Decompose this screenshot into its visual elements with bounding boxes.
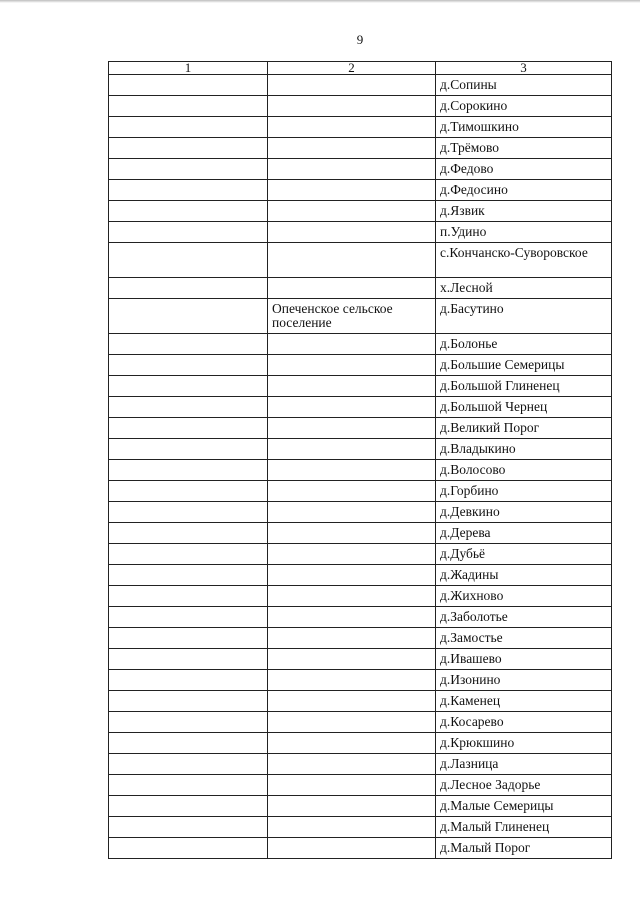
cell-col3: п.Удино: [436, 222, 612, 243]
cell-col3: д.Малые Семерицы: [436, 796, 612, 817]
scan-edge: [0, 0, 640, 3]
cell-col1: [109, 817, 268, 838]
table-row: [109, 355, 612, 376]
cell-col1: [109, 460, 268, 481]
table-row: [109, 754, 612, 775]
table-row: [109, 796, 612, 817]
cell-col3: д.Федосино: [436, 180, 612, 201]
table-row: [109, 628, 612, 649]
cell-col2: [268, 222, 436, 243]
cell-col3: д.Дубьё: [436, 544, 612, 565]
cell-col1: [109, 775, 268, 796]
cell-col3: д.Басутино: [436, 299, 612, 334]
table-row: [109, 439, 612, 460]
cell-col1: [109, 138, 268, 159]
cell-col3: д.Заболотье: [436, 607, 612, 628]
column-header-3: 3: [436, 62, 612, 75]
cell-col3: д.Малый Глиненец: [436, 817, 612, 838]
cell-col3: д.Ивашево: [436, 649, 612, 670]
cell-col1: [109, 544, 268, 565]
cell-col1: [109, 159, 268, 180]
cell-col3: д.Волосово: [436, 460, 612, 481]
cell-col3: д.Большой Глиненец: [436, 376, 612, 397]
table-row: [109, 691, 612, 712]
table-row: [109, 649, 612, 670]
table-row: [109, 138, 612, 159]
table-row: [109, 278, 612, 299]
column-header-2: 2: [268, 62, 436, 75]
cell-col3: д.Лесное Задорье: [436, 775, 612, 796]
cell-col2: [268, 439, 436, 460]
cell-col2: [268, 376, 436, 397]
cell-col3: х.Лесной: [436, 278, 612, 299]
cell-col1: [109, 754, 268, 775]
table-row: [109, 670, 612, 691]
cell-col3: д.Косарево: [436, 712, 612, 733]
cell-col2: [268, 96, 436, 117]
cell-col1: [109, 523, 268, 544]
table-row: [109, 418, 612, 439]
cell-col2: [268, 502, 436, 523]
cell-col2: [268, 138, 436, 159]
cell-col1: [109, 418, 268, 439]
cell-col3: д.Болонье: [436, 334, 612, 355]
cell-col1: [109, 201, 268, 222]
cell-col2: [268, 733, 436, 754]
cell-col1: [109, 75, 268, 96]
cell-col3: д.Сопины: [436, 75, 612, 96]
cell-col2: [268, 523, 436, 544]
cell-col1: [109, 670, 268, 691]
cell-col2: [268, 586, 436, 607]
cell-col1: [109, 607, 268, 628]
table-row: [109, 775, 612, 796]
cell-col1: [109, 838, 268, 859]
cell-col1: [109, 376, 268, 397]
cell-col1: [109, 397, 268, 418]
cell-col2: [268, 712, 436, 733]
cell-col2: [268, 75, 436, 96]
cell-col2: [268, 628, 436, 649]
cell-col1: [109, 502, 268, 523]
cell-col3: д.Трёмово: [436, 138, 612, 159]
cell-col2: [268, 355, 436, 376]
table-row: [109, 75, 612, 96]
cell-col2: Опеченское сельское поселение: [268, 299, 436, 334]
cell-col2: [268, 607, 436, 628]
cell-col2: [268, 418, 436, 439]
table-row: [109, 117, 612, 138]
cell-col3: д.Сорокино: [436, 96, 612, 117]
cell-col3: д.Язвик: [436, 201, 612, 222]
cell-col1: [109, 628, 268, 649]
cell-col2: [268, 565, 436, 586]
cell-col2: [268, 159, 436, 180]
table-row: [109, 222, 612, 243]
cell-col1: [109, 299, 268, 334]
cell-col2: [268, 180, 436, 201]
cell-col1: [109, 278, 268, 299]
cell-col2: [268, 796, 436, 817]
table-row: [109, 586, 612, 607]
table-row: [109, 180, 612, 201]
cell-col3: д.Тимошкино: [436, 117, 612, 138]
cell-col1: [109, 796, 268, 817]
cell-col3: д.Большой Чернец: [436, 397, 612, 418]
cell-col1: [109, 565, 268, 586]
cell-col3: д.Дерева: [436, 523, 612, 544]
cell-col1: [109, 586, 268, 607]
cell-col3: д.Жихново: [436, 586, 612, 607]
cell-col1: [109, 117, 268, 138]
cell-col1: [109, 243, 268, 278]
cell-col2: [268, 334, 436, 355]
cell-col2: [268, 278, 436, 299]
cell-col1: [109, 712, 268, 733]
table-header-row: [109, 62, 612, 75]
page-number: 9: [356, 32, 364, 47]
table-row: [109, 838, 612, 859]
cell-col1: [109, 334, 268, 355]
table-row: [109, 544, 612, 565]
cell-col3: д.Малый Порог: [436, 838, 612, 859]
cell-col3: д.Крюкшино: [436, 733, 612, 754]
cell-col2: [268, 817, 436, 838]
table-row: [109, 565, 612, 586]
cell-col2: [268, 243, 436, 278]
table-row: [109, 712, 612, 733]
table-row: [109, 159, 612, 180]
cell-col1: [109, 691, 268, 712]
cell-col3: д.Изонино: [436, 670, 612, 691]
cell-col2: [268, 754, 436, 775]
cell-col3: д.Горбино: [436, 481, 612, 502]
cell-col3: д.Большие Семерицы: [436, 355, 612, 376]
table-row: [109, 376, 612, 397]
table-row: [109, 460, 612, 481]
cell-col3: д.Каменец: [436, 691, 612, 712]
cell-col3: д.Замостье: [436, 628, 612, 649]
cell-col2: [268, 460, 436, 481]
cell-col2: [268, 117, 436, 138]
cell-col3: д.Жадины: [436, 565, 612, 586]
cell-col2: [268, 775, 436, 796]
cell-col1: [109, 439, 268, 460]
settlements-table: [108, 61, 612, 859]
cell-col3: с.Кончанско-Суворовское: [436, 243, 612, 278]
cell-col3: д.Лазница: [436, 754, 612, 775]
table-row: [109, 243, 612, 278]
column-header-1: 1: [109, 62, 268, 75]
cell-col2: [268, 649, 436, 670]
cell-col3: д.Великий Порог: [436, 418, 612, 439]
table-row: [109, 502, 612, 523]
cell-col2: [268, 838, 436, 859]
table-row: [109, 607, 612, 628]
cell-col1: [109, 355, 268, 376]
cell-col1: [109, 649, 268, 670]
cell-col2: [268, 670, 436, 691]
table-row: [109, 817, 612, 838]
table-row: [109, 299, 612, 334]
table-row: [109, 523, 612, 544]
cell-col3: д.Девкино: [436, 502, 612, 523]
cell-col1: [109, 96, 268, 117]
cell-col2: [268, 397, 436, 418]
table-row: [109, 334, 612, 355]
table-row: [109, 733, 612, 754]
cell-col3: д.Владыкино: [436, 439, 612, 460]
table-row: [109, 201, 612, 222]
cell-col1: [109, 180, 268, 201]
cell-col1: [109, 222, 268, 243]
cell-col2: [268, 201, 436, 222]
cell-col2: [268, 691, 436, 712]
table-row: [109, 481, 612, 502]
cell-col3: д.Федово: [436, 159, 612, 180]
cell-col1: [109, 481, 268, 502]
table-row: [109, 397, 612, 418]
table-row: [109, 96, 612, 117]
cell-col2: [268, 544, 436, 565]
cell-col1: [109, 733, 268, 754]
cell-col2: [268, 481, 436, 502]
